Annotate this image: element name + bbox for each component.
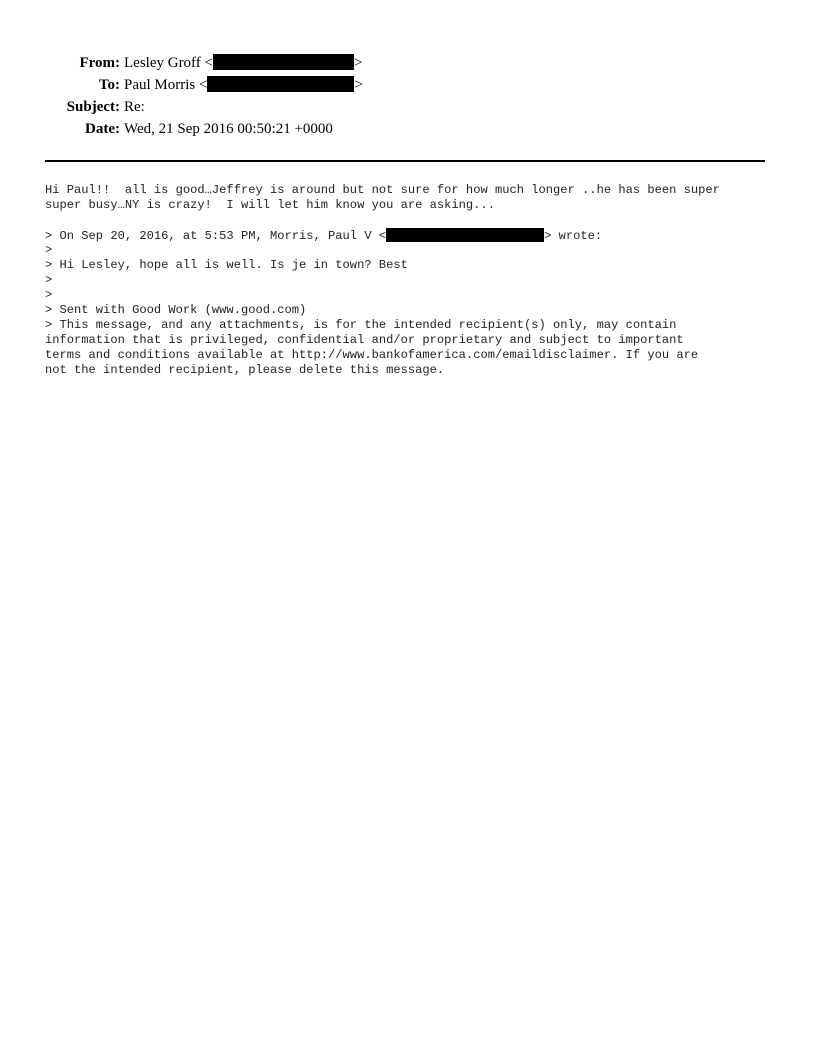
from-close: > [354,55,363,71]
quote-line: > [45,243,53,257]
from-value [124,52,362,74]
to-value [124,74,363,96]
from-row [0,52,816,74]
email-body [45,183,785,378]
quote-line: > [45,273,53,287]
redacted-email-block [207,76,354,92]
quote-line: information that is privileged, confidential and/or proprietary and subject to important [45,333,684,347]
quote-line: terms and conditions available at http://www.bankofamerica.com/emaildisclaimer. If you are [45,348,699,362]
quote-line: > Hi Lesley, hope all is well. Is je in town? Best [45,258,408,272]
quote-intro-text: > On Sep 20, 2016, at 5:53 PM, Morris, Paul V < [45,229,387,243]
redacted-email-block [386,228,544,242]
blank-line [45,213,785,228]
date-label: Date: [85,121,120,137]
subject-value: Re: [124,99,145,115]
body-line: Hi Paul!! all is good…Jeffrey is around but not sure for how much longer ..he has been super [45,183,720,197]
date-row [0,118,816,140]
quote-line: > [45,288,53,302]
quote-intro-end: > wrote: [544,229,603,243]
quote-line: > Sent with Good Work (www.good.com) [45,303,307,317]
quote-intro [45,228,785,243]
from-label: From: [79,55,120,71]
subject-row [0,96,816,118]
subject-label: Subject: [66,99,120,115]
quote-line: > This message, and any attachments, is for the intended recipient(s) only, may contain [45,318,677,332]
to-name: Paul Morris < [124,77,208,93]
to-label: To: [98,77,120,93]
from-name: Lesley Groff < [124,55,213,71]
email-header [0,52,816,140]
body-line: super busy…NY is crazy! I will let him know you are asking... [45,198,495,212]
date-value: Wed, 21 Sep 2016 00:50:21 +0000 [124,121,333,137]
to-row [0,74,816,96]
header-divider [45,160,765,162]
to-close: > [354,77,363,93]
redacted-email-block [213,54,354,70]
quote-line: not the intended recipient, please delete this message. [45,363,445,377]
